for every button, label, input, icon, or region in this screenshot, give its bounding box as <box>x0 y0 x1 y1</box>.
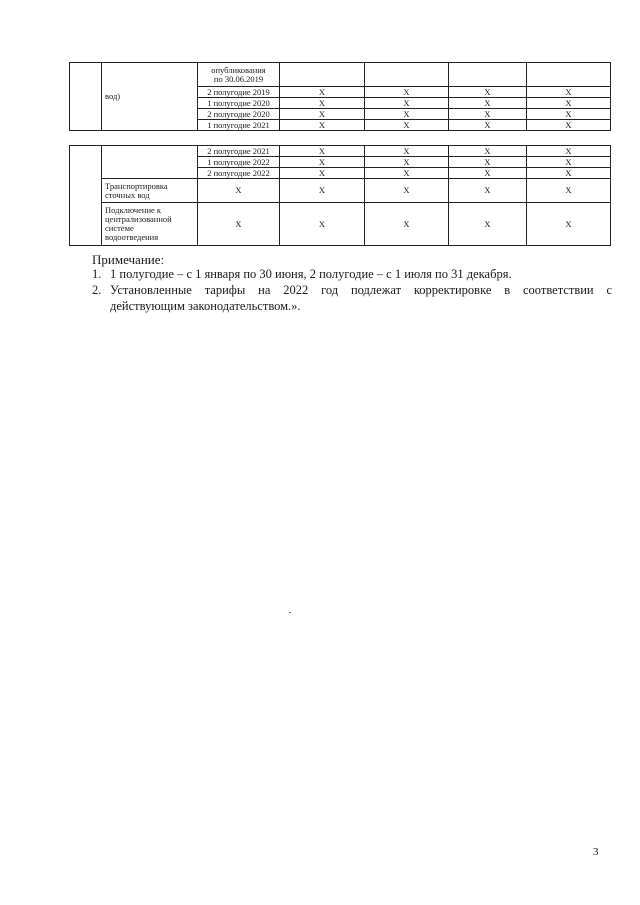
tariff-table-continued <box>69 62 611 131</box>
table-row: 1 полугодие 2021 X X X X <box>70 120 611 131</box>
table-row: 1 полугодие 2022 X X X X <box>70 157 611 168</box>
note-text-line-1: Установленные тарифы на 2022 год подлежат корректировке в соответствии с <box>110 283 612 297</box>
empty-cell <box>527 63 611 87</box>
note-title: Примечание: <box>92 252 165 267</box>
transport-row: Транспортировка сточных вод X X X X X <box>70 179 611 203</box>
tariff-table-next-page <box>69 145 611 246</box>
table-row: 1 полугодие 2020 X X X X <box>70 98 611 109</box>
connection-label: Подключение к централизованной системе водоотведения <box>102 203 198 246</box>
note-item-2 <box>92 282 612 314</box>
table-row: 2 полугодие 2020 X X X X <box>70 109 611 120</box>
empty-cell <box>449 63 527 87</box>
empty-service-cell <box>102 146 198 179</box>
table-row: 2 полугодие 2022 X X X X <box>70 168 611 179</box>
service-cell <box>102 63 198 131</box>
connection-row: Подключение к централизованной системе водоотведения X X X X X <box>70 203 611 246</box>
page-number: 3 <box>593 846 599 858</box>
table-row: 2 полугодие 2019 X X X X <box>70 87 611 98</box>
empty-cell <box>280 63 365 87</box>
note-text: 1 полугодие – с 1 января по 30 июня, 2 полугодие – с 1 июля по 31 декабря. <box>110 267 512 281</box>
note-item-1 <box>92 266 612 282</box>
table-row: 2 полугодие 2021 X X X X <box>70 146 611 157</box>
note-number: 1. <box>92 267 102 281</box>
empty-cell <box>365 63 449 87</box>
note-text-line-2: действующим законодательством.». <box>110 299 301 313</box>
note-number: 2. <box>92 283 102 297</box>
empty-number-cell <box>70 146 102 246</box>
transport-label: Транспортировка сточных вод <box>102 179 198 203</box>
empty-number-cell <box>70 63 102 131</box>
service-label: вод) <box>105 91 121 101</box>
period-cell-first: опубликования по 30.06.2019 <box>198 63 280 87</box>
scan-speck <box>289 612 291 613</box>
